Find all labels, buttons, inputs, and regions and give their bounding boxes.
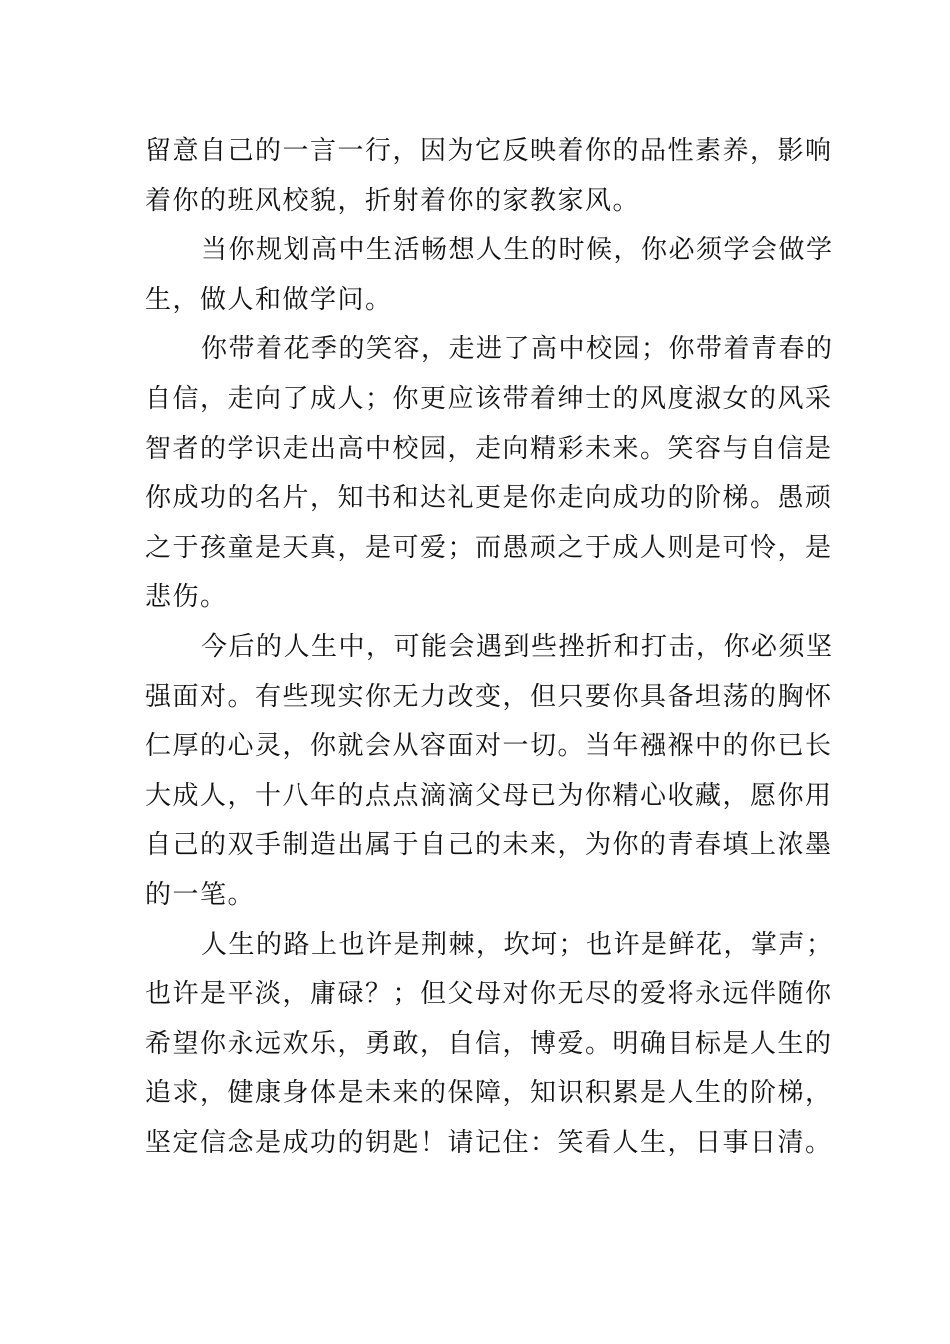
paragraph-line: 也许是平淡，庸碌？；但父母对你无尽的爱将永远伴随你 <box>145 979 833 1010</box>
paragraph-line: 你带着花季的笑容，走进了高中校园；你带着青春的 <box>201 334 834 365</box>
paragraph-line: 的一笔。 <box>145 879 256 910</box>
paragraph-line: 悲伤。 <box>145 582 228 613</box>
paragraph-line: 当你规划高中生活畅想人生的时候，你必须学会做学 <box>201 235 834 266</box>
paragraph-line: 今后的人生中，可能会遇到些挫折和打击，你必须坚 <box>201 631 834 662</box>
paragraph-5 <box>145 921 834 1169</box>
paragraph-3 <box>145 325 834 623</box>
paragraph-line: 生，做人和做学问。 <box>145 284 393 315</box>
paragraph-line: 留意自己的一言一行，因为它反映着你的品性素养，影响 <box>145 136 833 166</box>
paragraph-line: 追求，健康身体是未来的保障，知识积累是人生的阶梯， <box>145 1078 833 1109</box>
paragraph-line: 希望你永远欢乐，勇敢，自信，博爱。明确目标是人生的 <box>145 1028 833 1059</box>
paragraph-line: 之于孩童是天真，是可爱；而愚顽之于成人则是可怜，是 <box>145 532 833 563</box>
paragraph-line: 坚定信念是成功的钥匙！请记住：笑看人生，日事日清。 <box>145 1127 833 1158</box>
paragraph-line: 自己的双手制造出属于自己的未来，为你的青春填上浓墨 <box>145 830 833 861</box>
document-body <box>145 127 834 1168</box>
paragraph-line: 智者的学识走出高中校园，走向精彩未来。笑容与自信是 <box>145 433 833 464</box>
paragraph-2 <box>145 226 834 325</box>
paragraph-1 <box>145 127 833 226</box>
paragraph-line: 你成功的名片，知书和达礼更是你走向成功的阶梯。愚顽 <box>145 483 833 514</box>
paragraph-line: 仁厚的心灵，你就会从容面对一切。当年襁褓中的你已长 <box>145 731 833 762</box>
paragraph-line: 人生的路上也许是荆棘，坎坷；也许是鲜花，掌声； <box>201 929 834 960</box>
paragraph-4 <box>145 623 834 921</box>
paragraph-line: 大成人，十八年的点点滴滴父母已为你精心收藏，愿你用 <box>145 780 833 811</box>
paragraph-line: 自信，走向了成人；你更应该带着绅士的风度淑女的风采 <box>145 383 833 414</box>
paragraph-line: 着你的班风校貌，折射着你的家教家风。 <box>145 185 641 216</box>
paragraph-line: 强面对。有些现实你无力改变，但只要你具备坦荡的胸怀 <box>145 681 833 712</box>
